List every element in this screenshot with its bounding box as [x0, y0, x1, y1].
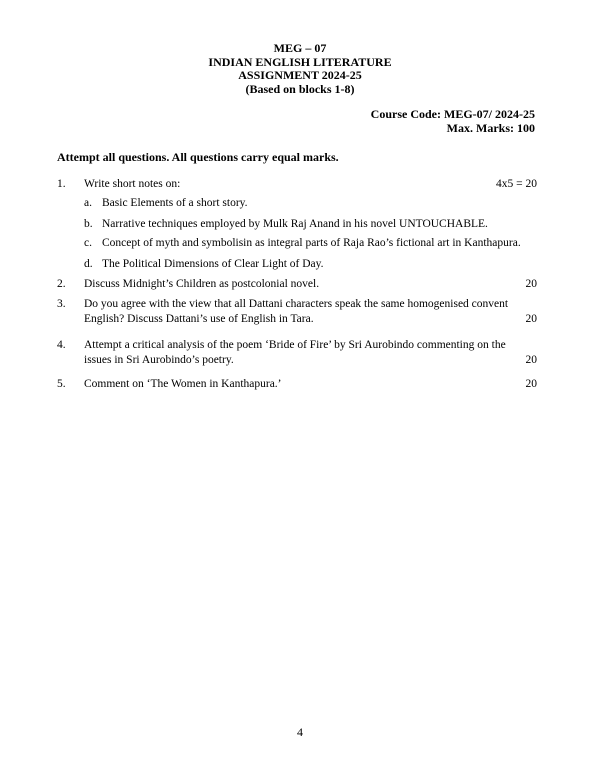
sub-label: c.: [84, 237, 92, 249]
course-title: INDIAN ENGLISH LITERATURE: [208, 54, 392, 69]
sub-question-c: [84, 236, 521, 251]
question-marks: 20: [525, 378, 537, 390]
question-marks: 4x5 = 20: [496, 178, 537, 190]
question-4: [57, 338, 537, 368]
sub-label: a.: [84, 197, 92, 209]
document-header: [0, 42, 600, 96]
question-number: 1.: [57, 178, 66, 190]
question-text: Write short notes on:: [84, 178, 181, 190]
question-1: [57, 177, 537, 192]
course-code-heading: MEG – 07: [273, 41, 327, 55]
sub-question-b: [84, 217, 488, 232]
question-marks: 20: [525, 313, 537, 325]
question-text: Do you agree with the view that all Dattani characters speak the same homogenised convent English? Discuss Dattani’s use of English in Tara.: [84, 298, 509, 325]
question-5: [57, 377, 537, 392]
question-text: Discuss Midnight’s Children as postcolonial novel.: [84, 278, 320, 290]
course-info: [371, 108, 535, 135]
instructions: Attempt all questions. All questions carry equal marks.: [57, 150, 339, 164]
question-number: 4.: [57, 339, 66, 351]
sub-question-a: [84, 196, 248, 211]
question-text: Attempt a critical analysis of the poem ‘Bride of Fire’ by Sri Aurobindo commenting on the issues in Sri Aurobindo’s poetry.: [84, 339, 506, 366]
sub-label: b.: [84, 218, 93, 230]
sub-text: The Political Dimensions of Clear Light of Day.: [102, 258, 324, 270]
sub-label: d.: [84, 258, 93, 270]
course-code: Course Code: MEG-07/ 2024-25: [370, 107, 535, 121]
sub-text: Concept of myth and symbolisin as integral parts of Raja Rao’s fictional art in Kanthapura.: [102, 237, 521, 249]
question-text: Comment on ‘The Women in Kanthapura.’: [84, 378, 282, 390]
question-2: [57, 277, 537, 292]
question-number: 3.: [57, 298, 66, 310]
sub-question-d: [84, 257, 324, 272]
assignment-heading: ASSIGNMENT 2024-25: [238, 68, 362, 82]
question-3: [57, 297, 537, 327]
question-number: 2.: [57, 278, 66, 290]
question-number: 5.: [57, 378, 66, 390]
sub-text: Basic Elements of a short story.: [102, 197, 248, 209]
blocks-note: (Based on blocks 1-8): [245, 81, 355, 96]
page-number: 4: [297, 725, 303, 739]
question-marks: 20: [525, 278, 537, 290]
sub-text: Narrative techniques employed by Mulk Raj Anand in his novel UNTOUCHABLE.: [102, 218, 488, 230]
question-marks: 20: [525, 354, 537, 366]
max-marks: Max. Marks: 100: [446, 120, 535, 135]
